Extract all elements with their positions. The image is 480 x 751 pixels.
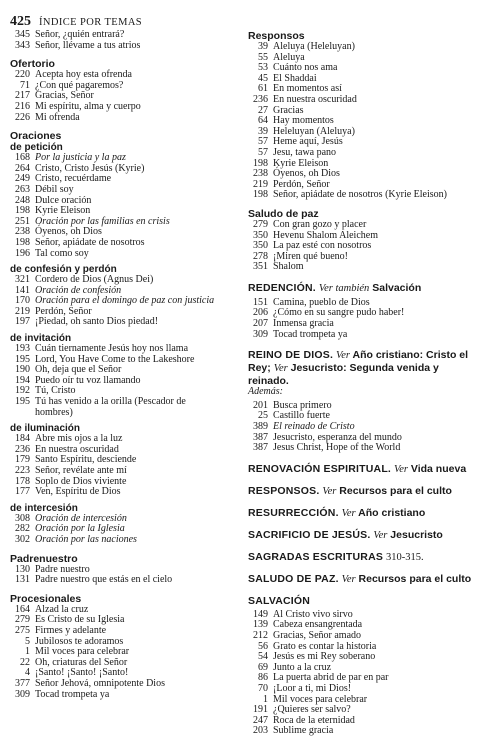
hymn-number: 220 <box>15 69 30 81</box>
hymn-number: 168 <box>15 152 30 164</box>
index-entry <box>10 487 230 498</box>
hymn-number: 198 <box>253 157 268 169</box>
hymn-title: Cuánto nos ama <box>273 62 338 74</box>
index-entry <box>10 397 230 418</box>
hymn-title: Oh, deja que el Señor <box>35 364 122 376</box>
hymn-number: 57 <box>258 136 268 148</box>
hymn-title: ¡Miren qué bueno! <box>273 250 348 262</box>
entry-list <box>10 70 230 123</box>
hymn-number: 282 <box>15 523 30 535</box>
entry-list <box>10 434 230 498</box>
index-entry <box>248 220 474 231</box>
topic-cross-reference: SALUDO DE PAZ. Ver Recursos para el culto <box>248 572 472 585</box>
hymn-number: 192 <box>15 385 30 397</box>
hymn-number: 54 <box>258 651 268 663</box>
hymn-number: 275 <box>15 624 30 636</box>
hymn-title: Óyenos, oh Dios <box>35 226 102 238</box>
hymn-number: 4 <box>25 667 30 679</box>
entry-list <box>10 565 230 586</box>
hymn-number: 151 <box>253 296 268 308</box>
hymn-number: 238 <box>253 168 268 180</box>
hymn-title: Roca de la eternidad <box>273 714 355 726</box>
hymn-number: 387 <box>253 431 268 443</box>
hymn-title: Busca primero <box>273 399 332 411</box>
hymn-title: Padre nuestro <box>35 563 90 575</box>
hymn-title: ¡Santo! ¡Santo! ¡Santo! <box>35 667 129 679</box>
subheading-peticion: de petición <box>10 142 63 154</box>
entry-list <box>10 605 230 700</box>
hymn-title: Cabeza ensangrentada <box>273 619 363 631</box>
hymn-title: Es Cristo de su Iglesia <box>35 614 125 626</box>
hymn-number: 309 <box>15 688 30 700</box>
index-entry <box>10 113 230 124</box>
entry-list <box>10 514 230 546</box>
hymn-title: Mi ofrenda <box>35 111 80 123</box>
entry-list <box>10 153 230 259</box>
hymn-number: 219 <box>253 178 268 190</box>
hymn-number: 248 <box>15 194 30 206</box>
hymn-title: Heme aquí, Jesús <box>273 136 343 148</box>
hymn-number: 70 <box>258 682 268 694</box>
hymn-number: 350 <box>253 229 268 241</box>
hymn-number: 247 <box>253 714 268 726</box>
hymn-title: Mil voces para celebrar <box>273 693 368 705</box>
topic-reino-de-dios: REINO DE DIOS. Ver Año cristiano: Cristo el Rey; Ver Jesucristo: Segunda venida y reinado. <box>248 349 469 388</box>
hymn-title: Camina, pueblo de Dios <box>273 296 370 308</box>
hymn-number: 194 <box>15 374 30 386</box>
hymn-title: Aleluya <box>273 51 305 63</box>
hymn-title: Mil voces para celebrar <box>35 646 130 658</box>
hymn-title: Oración de confesión <box>35 284 122 296</box>
hymn-title: Jesucristo, esperanza del mundo <box>273 431 402 443</box>
index-entry <box>248 684 474 695</box>
hymn-number: 57 <box>258 146 268 158</box>
hymn-title: ¿Quieres ser salvo? <box>273 704 351 716</box>
subheading-invitacion: de invitación <box>10 333 72 345</box>
hymn-number: 264 <box>15 162 30 174</box>
hymn-number: 345 <box>15 29 30 40</box>
hymn-title: Padre nuestro que estás en el cielo <box>35 574 173 586</box>
cross-references <box>248 463 474 586</box>
hymn-number: 377 <box>15 677 30 689</box>
hymn-title: Tú has venido a la orilla (Pescador de hombres) <box>35 396 186 418</box>
topic-redencion: REDENCIÓN. Ver también Salvación <box>248 281 422 294</box>
page-number: 425 <box>10 14 31 29</box>
hymn-number: 302 <box>15 533 30 545</box>
right-column <box>248 30 474 737</box>
hymn-title: Shalom <box>273 261 304 273</box>
topic-cross-reference: SACRIFICIO DE JESÚS. Ver Jesucristo <box>248 528 443 541</box>
hymn-title: Castillo fuerte <box>273 410 330 422</box>
hymn-number: 191 <box>253 704 268 716</box>
hymn-number: 1 <box>25 646 30 658</box>
topic-cross-reference: RENOVACIÓN ESPIRITUAL. Ver Vida nueva <box>248 462 467 475</box>
hymn-title: Kyrie Eleison <box>35 205 91 217</box>
hymn-title: Al Cristo vivo sirvo <box>273 608 353 620</box>
hymn-title: Cristo, recuérdame <box>35 173 112 185</box>
hymn-title: Puedo oír tu voz llamando <box>35 374 141 386</box>
hymn-number: 226 <box>15 111 30 123</box>
index-entry <box>10 626 230 637</box>
hymn-title: En nuestra oscuridad <box>35 443 119 455</box>
index-entry <box>10 466 230 477</box>
hymn-number: 149 <box>253 608 268 620</box>
hymn-title: ¿Cómo en su sangre pudo haber! <box>273 307 405 319</box>
hymn-number: 130 <box>15 563 30 575</box>
hymn-title: ¡Loor a ti, mi Dios! <box>273 682 352 694</box>
left-column <box>10 30 230 700</box>
hymn-title: Ven, Espíritu de Dios <box>35 486 121 498</box>
hymn-number: 177 <box>15 486 30 498</box>
hymn-title: Cristo, Cristo Jesús (Kyrie) <box>35 162 145 174</box>
index-entry <box>10 679 230 690</box>
hymn-title: Oración por las familias en crisis <box>35 215 170 227</box>
index-entry <box>248 42 474 53</box>
hymn-title: Soplo de Dios viviente <box>35 475 127 487</box>
entry-list <box>10 30 230 51</box>
index-entry <box>248 726 474 737</box>
hymn-number: 212 <box>253 630 268 641</box>
hymn-number: 71 <box>20 79 30 91</box>
hymn-title: Por la justicia y la paz <box>35 152 126 164</box>
hymn-number: 164 <box>15 603 30 615</box>
entry-list <box>248 401 474 454</box>
hymn-number: 198 <box>253 189 268 201</box>
entry-list <box>10 275 230 328</box>
hymn-title: Tal como soy <box>35 247 89 259</box>
index-entry <box>10 690 230 701</box>
hymn-number: 216 <box>15 100 30 112</box>
index-entry <box>10 575 230 586</box>
hymn-title: Señor Jehová, omnipotente Dios <box>35 677 165 689</box>
hymn-number: 61 <box>258 83 268 95</box>
hymn-title: Señor, llévame a tus atrios <box>35 39 141 51</box>
hymn-number: 170 <box>15 295 30 307</box>
hymn-title: Santo Espíritu, desciende <box>35 454 137 466</box>
hymn-number: 195 <box>15 396 30 408</box>
hymn-title: Tocad trompeta ya <box>35 688 110 700</box>
index-entry <box>10 535 230 546</box>
hymn-title: Hevenu Shalom Aleichem <box>273 229 378 241</box>
hymn-number: 53 <box>258 62 268 74</box>
ademas-label: Además: <box>248 386 283 398</box>
hymn-title: En momentos así <box>273 83 342 95</box>
hymn-title: Jesus Christ, Hope of the World <box>273 442 401 454</box>
hymn-title: Tocad trompeta ya <box>273 328 348 340</box>
hymn-title: Señor, apiádate de nosotros (Kyrie Eleison) <box>273 189 447 201</box>
hymn-number: 350 <box>253 240 268 252</box>
hymn-title: Lord, You Have Come to the Lakeshore <box>35 353 195 365</box>
hymn-title: Mi espíritu, alma y cuerpo <box>35 100 141 112</box>
hymn-number: 219 <box>15 305 30 317</box>
hymn-number: 263 <box>15 183 30 195</box>
hymn-title: Aleluya (Heleluyan) <box>273 41 355 52</box>
hymn-title: Acepta hoy esta ofrenda <box>35 69 132 81</box>
hymn-number: 179 <box>15 454 30 466</box>
hymn-number: 198 <box>15 205 30 217</box>
index-entry <box>10 41 230 52</box>
hymn-title: Señor, apiádate de nosotros <box>35 236 145 248</box>
hymn-title: Señor, revélate ante mí <box>35 465 127 476</box>
hymn-title: Jesús es mi Rey soberano <box>273 651 376 663</box>
hymn-title: Oración de intercesión <box>35 512 127 524</box>
topic-cross-reference: RESPONSOS. Ver Recursos para el culto <box>248 484 452 497</box>
hymn-number: 206 <box>253 307 268 319</box>
hymn-number: 309 <box>253 328 268 340</box>
hymn-title: Dulce oración <box>35 194 92 206</box>
hymn-title: ¿Con qué pagaremos? <box>35 79 124 91</box>
hymn-title: Con gran gozo y placer <box>273 218 367 230</box>
hymn-number: 251 <box>15 215 30 227</box>
hymn-number: 279 <box>253 218 268 230</box>
topic-salvacion: SALVACIÓN <box>248 594 311 607</box>
hymn-title: Tú, Cristo <box>35 385 76 397</box>
hymn-title: El reinado de Cristo <box>273 421 355 433</box>
hymn-number: 55 <box>258 51 268 63</box>
section-heading-oraciones: Oraciones <box>10 130 62 143</box>
index-entry <box>248 330 474 341</box>
index-entry <box>10 30 230 41</box>
hymn-number: 223 <box>15 465 30 476</box>
subheading-confesion: de confesión y perdón <box>10 264 117 276</box>
hymn-title: Junto a la cruz <box>273 661 332 673</box>
hymn-number: 197 <box>15 316 30 328</box>
index-entry <box>248 190 474 201</box>
hymn-title: Inmensa gracia <box>273 318 334 330</box>
topic-cross-reference: RESURRECCIÓN. Ver Año cristiano <box>248 506 426 519</box>
hymn-number: 86 <box>258 672 268 684</box>
hymn-title: La paz esté con nosotros <box>273 240 372 252</box>
page-header <box>10 12 142 30</box>
hymn-number: 198 <box>15 236 30 248</box>
index-entry <box>10 102 230 113</box>
hymn-title: La puerta abrid de par en par <box>273 672 389 684</box>
hymn-title: Cordero de Dios (Agnus Dei) <box>35 274 154 286</box>
hymn-title: Heleluyan (Aleluya) <box>273 125 355 137</box>
hymn-title: Sublime gracia <box>273 725 334 737</box>
hymn-number: 22 <box>20 656 30 668</box>
hymn-number: 184 <box>15 433 30 445</box>
hymn-title: Óyenos, oh Dios <box>273 168 340 180</box>
entry-list <box>248 220 474 273</box>
hymn-title: Oración por las naciones <box>35 533 137 545</box>
section-heading-procesionales: Procesionales <box>10 592 82 605</box>
hymn-title: Señor, ¿quién entrará? <box>35 29 125 40</box>
hymn-number: 1 <box>263 693 268 705</box>
index-entry <box>248 631 474 642</box>
hymn-number: 131 <box>15 574 30 586</box>
entry-list <box>248 610 474 737</box>
hymn-title: Hay momentos <box>273 115 334 127</box>
index-entry <box>248 95 474 106</box>
hymn-number: 178 <box>15 475 30 487</box>
hymn-number: 279 <box>15 614 30 626</box>
hymn-title: Abre mis ojos a la luz <box>35 433 123 445</box>
hymn-number: 321 <box>15 274 30 286</box>
subheading-iluminacion: de iluminación <box>10 423 81 435</box>
hymn-title: El Shaddai <box>273 72 317 84</box>
entry-list <box>248 42 474 201</box>
hymn-title: Oración para el domingo de paz con justicia <box>35 295 215 307</box>
hymn-number: 236 <box>15 443 30 455</box>
hymn-number: 238 <box>15 226 30 238</box>
hymn-number: 217 <box>15 90 30 102</box>
index-entry <box>248 262 474 273</box>
hymn-number: 203 <box>253 725 268 737</box>
hymn-number: 195 <box>15 353 30 365</box>
hymn-number: 25 <box>258 410 268 422</box>
hymn-title: Oh, criaturas del Señor <box>35 656 128 668</box>
hymn-title: Débil soy <box>35 183 74 195</box>
hymn-number: 308 <box>15 512 30 524</box>
hymn-title: En nuestra oscuridad <box>273 93 357 105</box>
hymn-title: Perdón, Señor <box>273 178 330 190</box>
hymn-number: 193 <box>15 343 30 355</box>
hymn-title: Oración por la Iglesia <box>35 523 125 535</box>
hymn-title: ¡Piedad, oh santo Dios piedad! <box>35 316 159 328</box>
hymn-title: Cuán tiernamente Jesús hoy nos llama <box>35 343 189 355</box>
index-entry <box>248 148 474 159</box>
hymn-title: Jesu, tawa pano <box>273 146 337 158</box>
topic-cross-reference: SAGRADAS ESCRITURAS 310-315. <box>248 550 424 563</box>
section-heading-responsos: Responsos <box>248 30 305 42</box>
hymn-number: 196 <box>15 247 30 259</box>
hymn-number: 27 <box>258 104 268 116</box>
section-heading-ofertorio: Ofertorio <box>10 58 55 71</box>
index-entry <box>10 185 230 196</box>
hymn-number: 249 <box>15 173 30 185</box>
running-title: ÍNDICE POR TEMAS <box>39 17 143 28</box>
hymn-number: 389 <box>253 421 268 433</box>
hymn-title: Kyrie Eleison <box>273 157 329 169</box>
hymn-number: 69 <box>258 661 268 673</box>
index-entry <box>248 443 474 454</box>
hymn-number: 39 <box>258 125 268 137</box>
hymn-title: Gracias, Señor <box>35 90 94 102</box>
hymn-number: 39 <box>258 41 268 52</box>
index-entry <box>10 249 230 260</box>
hymn-number: 236 <box>253 93 268 105</box>
index-entry <box>10 317 230 328</box>
hymn-title: Perdón, Señor <box>35 305 92 317</box>
hymn-number: 64 <box>258 115 268 127</box>
subheading-intercesion: de intercesión <box>10 502 78 514</box>
index-entry <box>10 238 230 249</box>
hymn-number: 207 <box>253 318 268 330</box>
hymn-number: 5 <box>25 635 30 647</box>
hymn-title: Alzad la cruz <box>35 603 89 615</box>
hymn-title: Jubilosos te adoramos <box>35 635 124 647</box>
hymn-title: Gracias <box>273 104 304 116</box>
section-heading-padrenuestro: Padrenuestro <box>10 552 78 565</box>
hymn-title: Gracias, Señor amado <box>273 630 362 641</box>
hymn-number: 56 <box>258 640 268 652</box>
hymn-number: 278 <box>253 250 268 262</box>
section-heading-saludo: Saludo de paz <box>248 207 319 220</box>
hymn-number: 351 <box>253 261 268 273</box>
entry-list <box>248 298 474 340</box>
entry-list <box>10 344 230 418</box>
hymn-number: 190 <box>15 364 30 376</box>
hymn-number: 141 <box>15 284 30 296</box>
hymn-number: 139 <box>253 619 268 631</box>
hymn-number: 45 <box>258 72 268 84</box>
hymn-number: 201 <box>253 399 268 411</box>
hymn-number: 343 <box>15 39 30 51</box>
hymn-title: Firmes y adelante <box>35 624 107 636</box>
hymn-number: 387 <box>253 442 268 454</box>
hymn-title: Grato es contar la historia <box>273 640 377 652</box>
